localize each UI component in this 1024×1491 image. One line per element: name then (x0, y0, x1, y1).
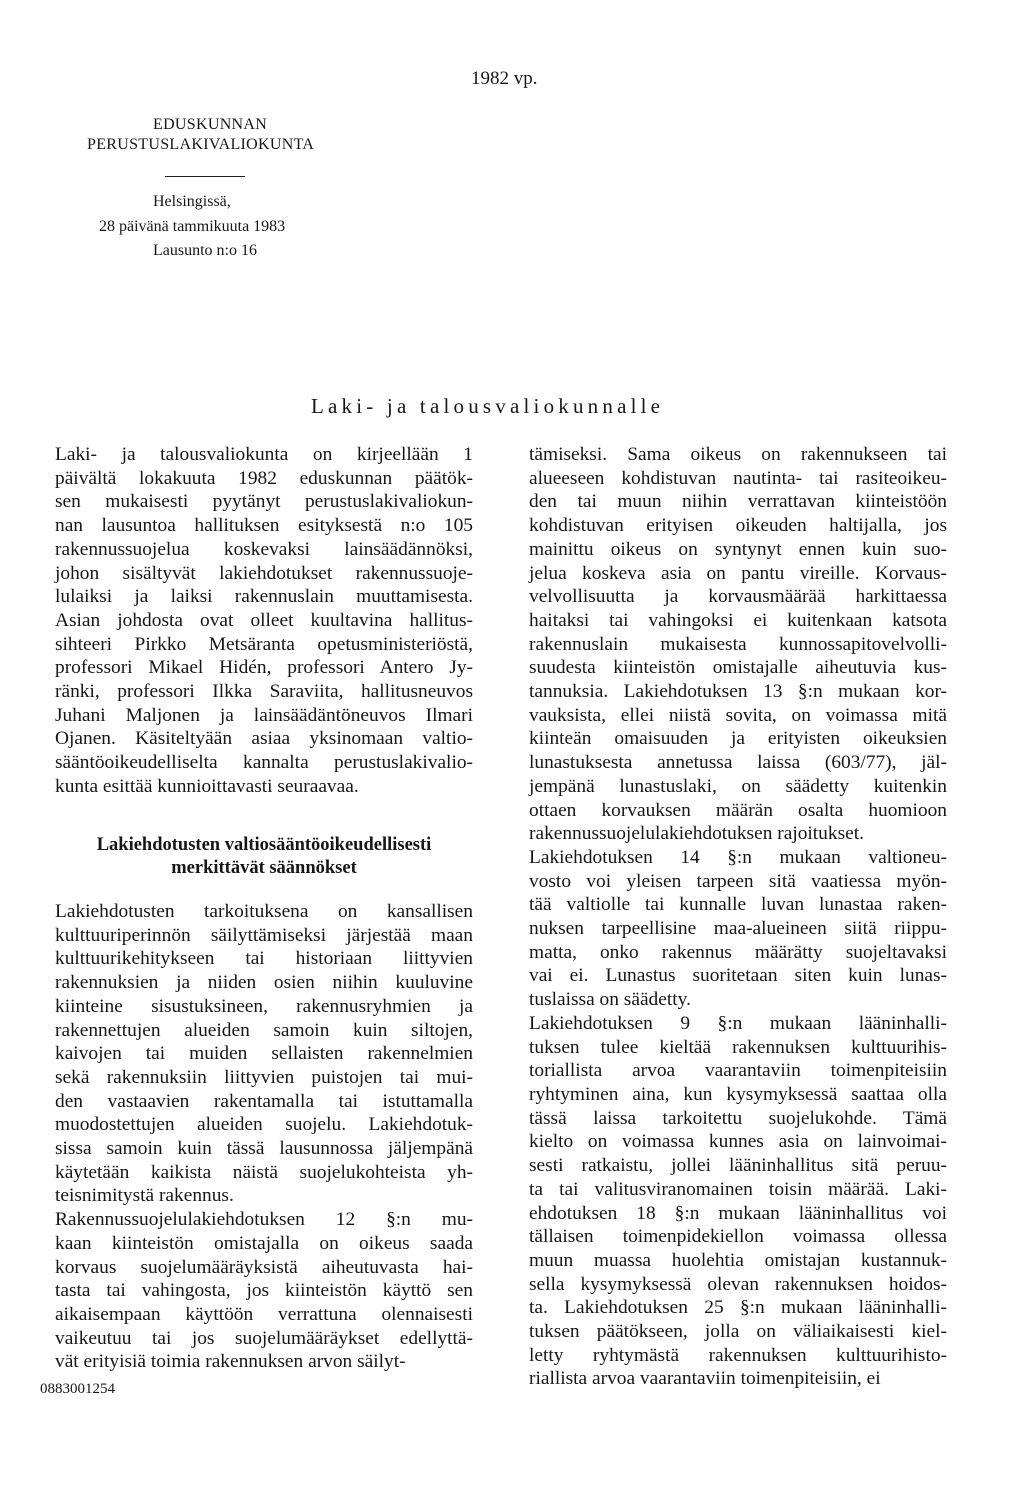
text-line: rakennuksien ja niiden osien niihin kuuluvine (55, 972, 473, 994)
text-line: kulttuuriperinnön säilyttämiseksi järjestää maan (55, 924, 473, 946)
text-line: kaan kiinteistön omistajalla on oikeus saada (55, 1232, 473, 1254)
header-divider (165, 176, 245, 177)
text-line: tämiseksi. Sama oikeus on rakennukseen tai (529, 444, 947, 465)
text-line: Ojanen. Käsiteltyään asiaa yksinomaan valtio- (55, 728, 473, 750)
text-line: Juhani Maljonen ja lainsäädäntöneuvos Ilmari (55, 704, 473, 726)
text-line: kielto on voimassa kunnes asia on lainvoimai- (529, 1131, 947, 1153)
text-line: sesti ratkaistu, jollei lääninhallitus sitä peruu- (529, 1155, 947, 1177)
text-line: kaivojen tai muiden sellaisten rakennelmien (55, 1043, 473, 1065)
text-line: haitaksi tai vahingoksi ei kuitenkaan katsota (529, 609, 947, 631)
text-line: nuksen tarpeellisine maa-alueineen siitä riippu- (529, 918, 947, 940)
text-line: sissa samoin kuin tässä lausunnossa jäljempänä (55, 1138, 473, 1160)
text-line: rakennussuojelua koskevaksi lainsäädännöksi, (55, 538, 473, 560)
text-line: Lakiehdotuksen 9 §:n mukaan lääninhalli- (529, 1012, 947, 1034)
text-line: tää valtiolle tai kunnalle luvan lunastaa raken- (529, 894, 947, 916)
document-date: 28 päivänä tammikuuta 1983 (99, 218, 286, 235)
organization-line-1: EDUSKUNNAN (153, 116, 268, 133)
text-line: rakennussuojelulakiehdotuksen rajoitukset. (529, 823, 864, 845)
text-line: Asian johdosta ovat olleet kuultavina hallitus- (55, 609, 473, 631)
text-line: vaikeutuu tai jos suojelumääräykset edellyttä- (55, 1327, 473, 1349)
text-line: lunastuksesta annetussa laissa (603/77), jäl- (529, 752, 947, 774)
text-line: velvollisuutta ja korvausmäärää harkittaessa (529, 586, 947, 608)
text-line: ottaen korvauksen määrän osalta huomioon (529, 799, 947, 821)
text-line: teisnimitystä rakennus. (55, 1185, 234, 1207)
text-line: tuksen päätökseen, jolla on väliaikaisesti kiel- (529, 1321, 947, 1343)
text-line: sääntöoikeudelliselta kannalta perustuslakivalio- (55, 752, 473, 774)
text-line: muodostettujen alueiden suojelu. Lakiehdotuk- (55, 1114, 473, 1136)
text-line: tässä laissa tarkoitettu suojelukohde. Tämä (529, 1107, 947, 1129)
text-line: vät erityisiä toimia rakennuksen arvon säilyt- (55, 1351, 406, 1373)
text-line: toriallista arvoa vaarantaviin toimenpiteisiin (529, 1060, 947, 1082)
text-line: Rakennussuojelulakiehdotuksen 12 §:n mu- (55, 1209, 473, 1231)
text-line: suudesta kiinteistön omistajalle aiheutuvia kus- (529, 657, 947, 679)
text-line: rakennuslain mukaisesta kunnossapitovelvolli- (529, 633, 947, 655)
text-line: Laki- ja talousvaliokunta on kirjeellään 1 (55, 444, 473, 465)
right-column (529, 443, 947, 1391)
text-line: sen mukaisesti pyytänyt perustuslakivaliokun- (55, 491, 473, 513)
text-line: Lakiehdotusten tarkoituksena on kansallisen (55, 901, 473, 922)
text-line: ta. Lakiehdotuksen 25 §:n mukaan lääninhalli- (529, 1297, 947, 1319)
text-line: matta, onko rakennus määrätty suojeltavaksi (529, 941, 947, 963)
left-column-intro (55, 443, 473, 799)
text-line: ta tai valitusviranomainen toisin määrää. Laki- (529, 1178, 947, 1200)
text-line: professori Mikael Hidén, professori Antero Jy- (55, 657, 473, 679)
text-line: alueeseen kohdistuvan nautinta- tai rasiteoikeu- (529, 467, 947, 489)
text-line: riallista arvoa vaarantaviin toimenpiteisiin, ei (529, 1368, 881, 1390)
place: Helsingissä, (153, 193, 231, 210)
text-line: päivältä lokakuuta 1982 eduskunnan päätök- (55, 467, 473, 489)
section-heading (55, 834, 473, 880)
text-line: ehdotuksen 18 §:n mukaan lääninhallitus voi (529, 1202, 947, 1224)
session-year: 1982 vp. (471, 68, 538, 89)
text-line: johon sisältyvät lakiehdotukset rakennussuoje- (55, 562, 473, 584)
text-line: muun muassa huolehtia omistajan kustannuk- (529, 1249, 947, 1271)
text-line: kohdistuvan erityisen oikeuden haltijalla, jos (529, 515, 947, 537)
text-line: vai ei. Lunastus suoritetaan siten kuin lunas- (529, 965, 947, 987)
text-line: tuslaissa on säädetty. (529, 989, 691, 1011)
text-line: ränki, professori Ilkka Saraviita, hallitusneuvos (55, 681, 473, 703)
text-line: tällaisen toimenpidekiellon voimassa ollessa (529, 1226, 947, 1248)
text-line: aikaisempaan käyttöön verrattuna olennaisesti (55, 1303, 473, 1325)
text-line: nan lausuntoa hallituksen esityksestä n:o 105 (55, 515, 473, 537)
text-line: letty ryhtymästä rakennuksen kulttuurihisto- (529, 1344, 947, 1366)
text-line: den vastaavien rakentamalla tai istuttamalla (55, 1090, 473, 1112)
addressee-heading: Laki- ja talousvaliokunnalle (311, 394, 665, 418)
text-line: kulttuurikehitykseen tai historiaan liittyvien (55, 948, 473, 970)
text-line: kiinteän omaisuuden ja erityisten oikeuksien (529, 728, 947, 750)
statement-number: Lausunto n:o 16 (153, 242, 257, 259)
text-line: tannuksia. Lakiehdotuksen 13 §:n mukaan kor- (529, 681, 947, 703)
text-line: vosto voi yleisen tarpeen sitä vaatiessa myön- (529, 870, 947, 892)
text-line: jempänä lunastuslaki, on säädetty kuitenkin (529, 775, 947, 797)
document-code: 0883001254 (40, 1381, 115, 1397)
section-heading-line-1: Lakiehdotusten valtiosääntöoikeudellisesti (96, 835, 432, 855)
text-line: sekä rakennuksiin liittyvien puistojen tai mui- (55, 1066, 473, 1088)
text-line: Lakiehdotuksen 14 §:n mukaan valtioneu- (529, 846, 947, 868)
section-heading-line-2: merkittävät säännökset (171, 858, 357, 878)
text-line: den tai muun niihin verrattavan kiinteistöön (529, 491, 947, 513)
text-line: lulaiksi ja laiksi rakennuslain muuttamisesta. (55, 586, 473, 608)
text-line: kiinteine sisustuksineen, rakennusryhmien ja (55, 995, 473, 1017)
text-line: tuksen tulee kieltää rakennuksen kulttuurihis- (529, 1036, 947, 1058)
text-line: kunta esittää kunnioittavasti seuraavaa. (55, 775, 359, 797)
text-line: jelua koskeva asia on pantu vireille. Korvaus- (529, 562, 947, 584)
left-column-body (55, 900, 473, 1374)
text-line: rakennettujen alueiden samoin kuin siltojen, (55, 1019, 473, 1041)
text-line: käytetään kaikista näistä suojelukohteista yh- (55, 1161, 473, 1183)
organization-line-2: PERUSTUSLAKIVALIOKUNTA (87, 136, 315, 153)
text-line: mainittu oikeus on syntynyt ennen kuin suo- (529, 538, 947, 560)
text-line: sihteeri Pirkko Metsäranta opetusministeriöstä, (55, 633, 473, 655)
text-line: tasta tai vahingosta, jos kiinteistön käyttö sen (55, 1280, 473, 1302)
text-line: vauksista, ellei niistä sovita, on voimassa mitä (529, 704, 947, 726)
text-line: ryhtyminen aina, kun kysymyksessä saattaa olla (529, 1083, 947, 1105)
text-line: korvaus suojelumääräyksistä aiheutuvasta hai- (55, 1256, 473, 1278)
text-line: sella kysymyksessä olevan rakennuksen hoidos- (529, 1273, 947, 1295)
